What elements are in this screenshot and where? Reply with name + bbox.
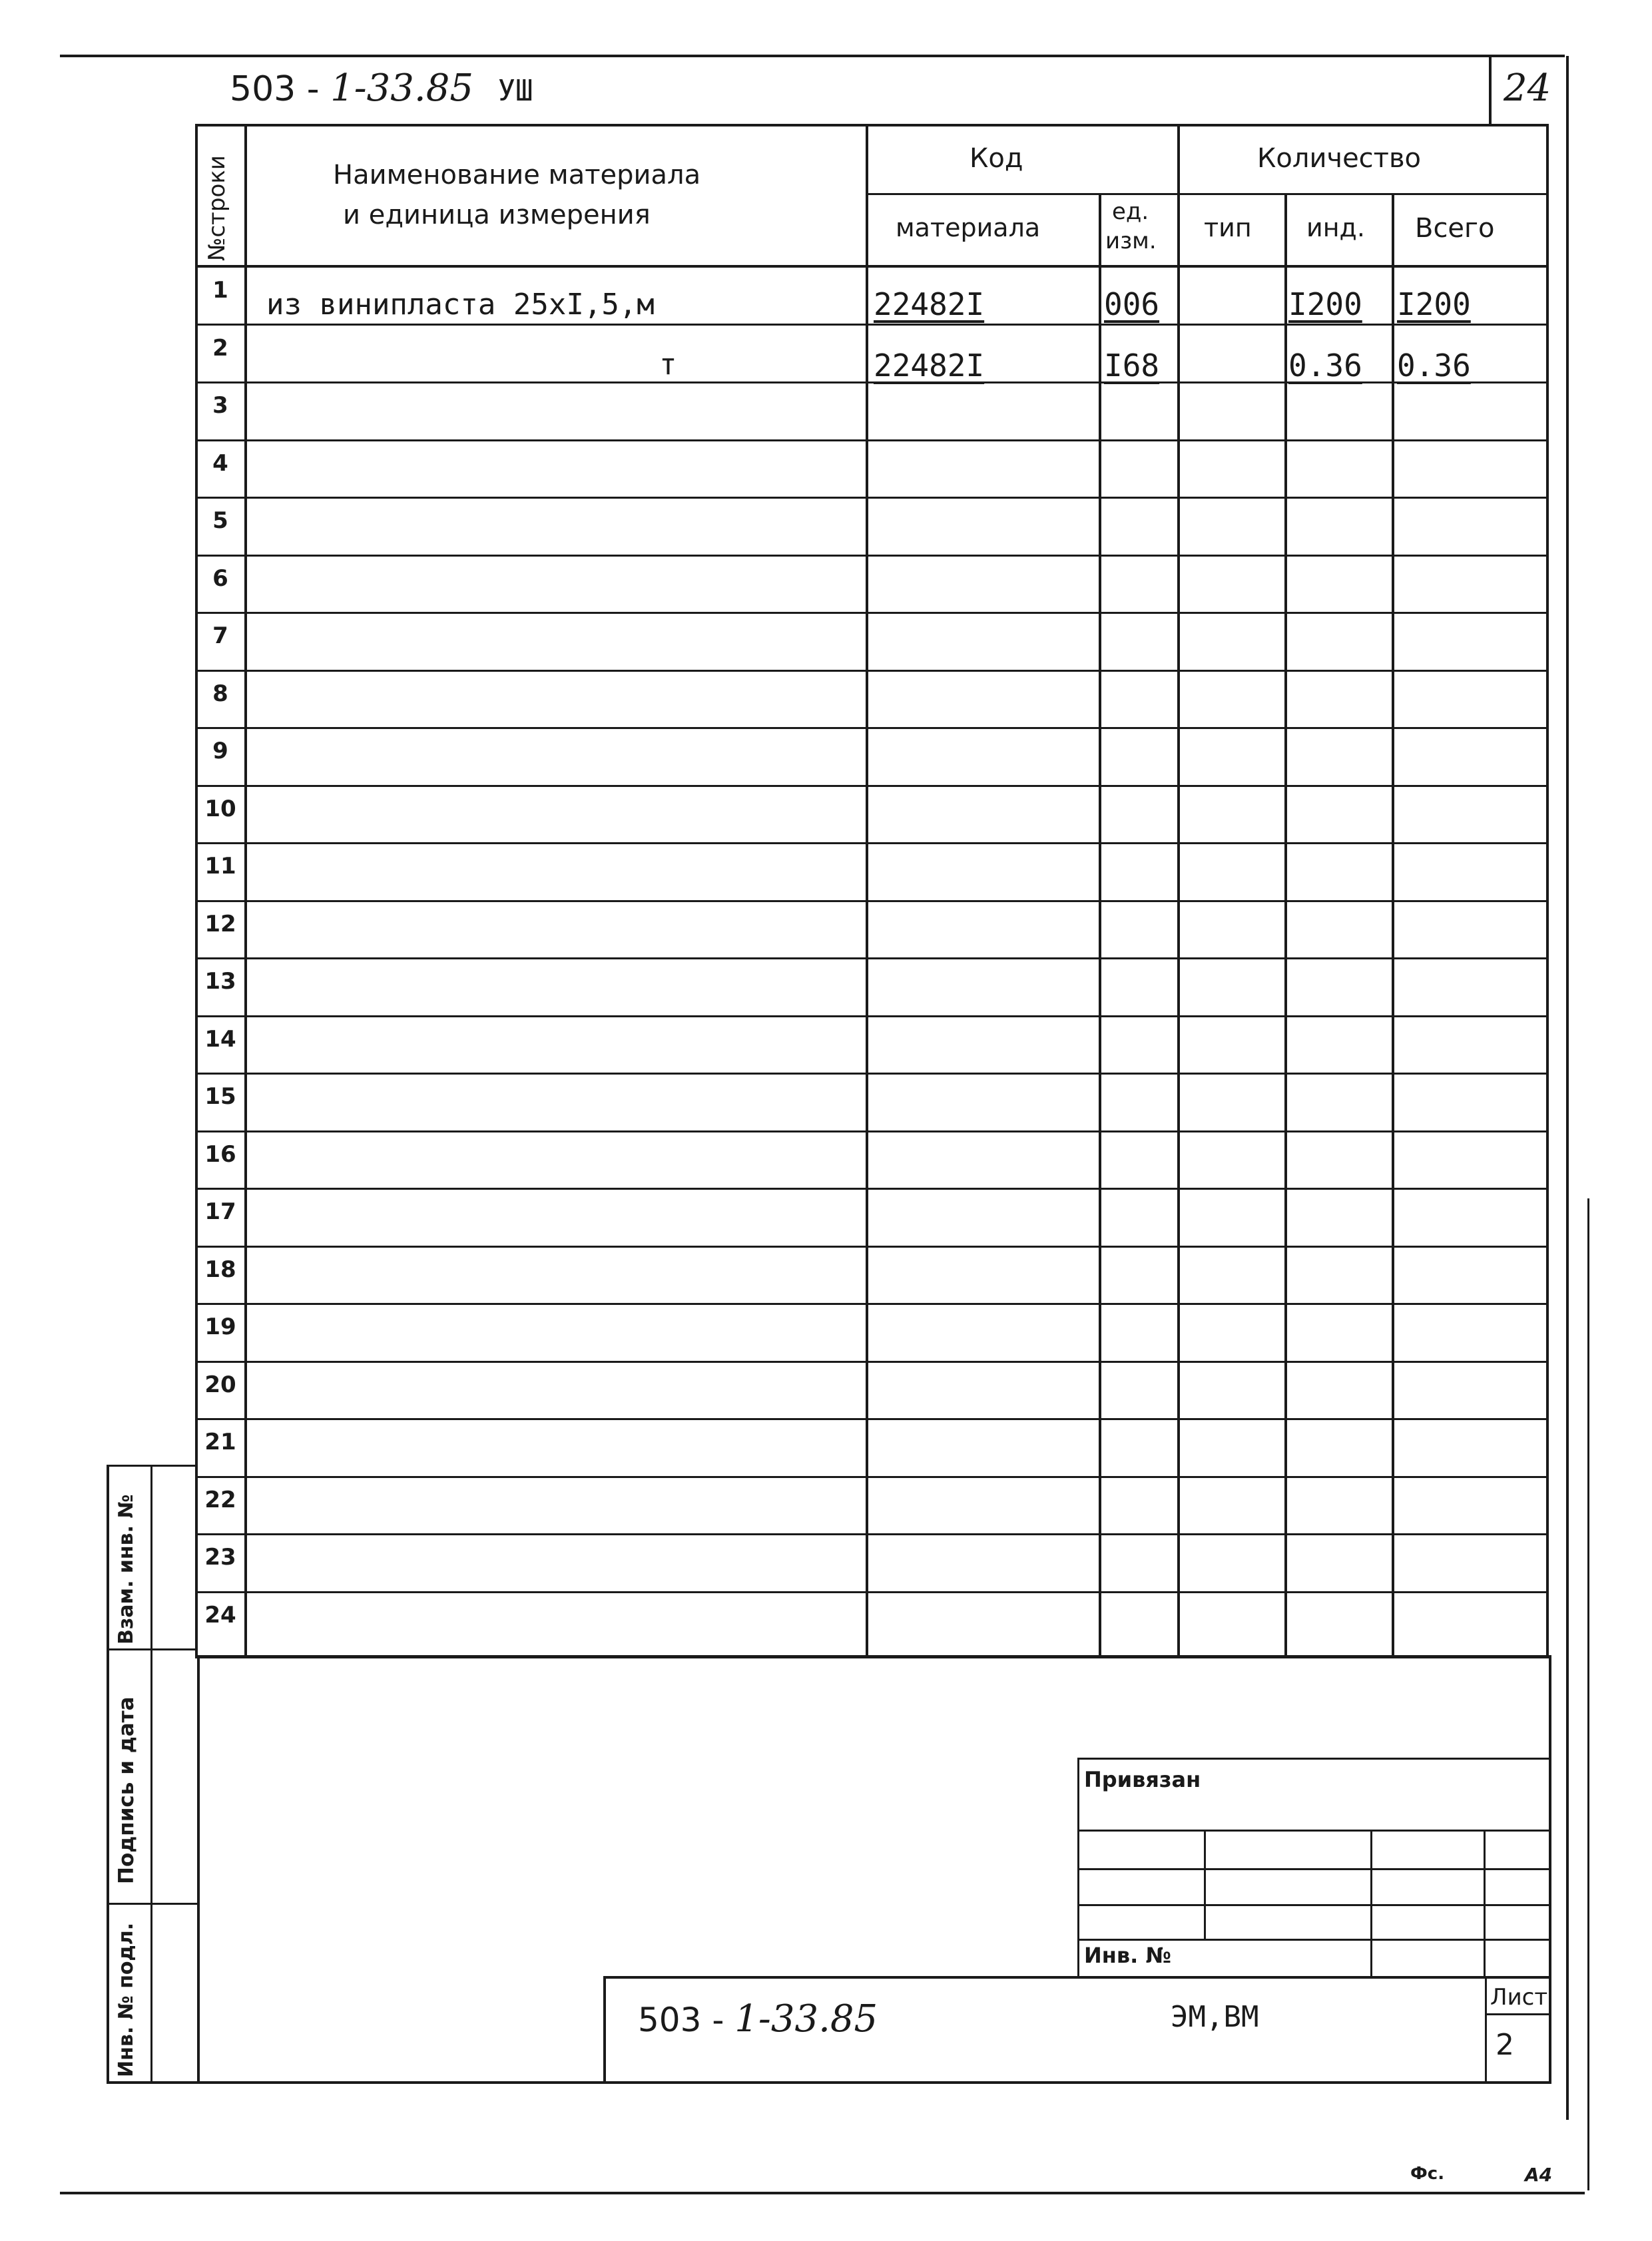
row1-ind: I200 xyxy=(1288,286,1362,322)
doc-code-hand: 1-33.85 xyxy=(330,67,473,110)
col-header-qty-ind: инд. xyxy=(1306,213,1365,242)
row-line xyxy=(195,1591,1548,1593)
row-line xyxy=(195,555,1548,557)
table-right-line xyxy=(1546,124,1549,1658)
bound-block-left xyxy=(1077,1758,1079,1977)
row-line xyxy=(195,842,1548,844)
row-line xyxy=(195,324,1548,326)
row2-ind: 0.36 xyxy=(1288,348,1362,383)
row-number: 21 xyxy=(204,1429,236,1455)
title-block-sheet-value: 2 xyxy=(1496,2028,1514,2062)
doc-code xyxy=(230,67,533,110)
row-number: 2 xyxy=(212,335,228,362)
row-number: 18 xyxy=(204,1256,236,1283)
row-number: 13 xyxy=(204,968,236,995)
row-number: 14 xyxy=(204,1026,236,1053)
row1-unit: 006 xyxy=(1104,286,1160,322)
row-number: 20 xyxy=(204,1371,236,1398)
row-line xyxy=(195,670,1548,672)
row-line xyxy=(195,900,1548,902)
col-line-rownum xyxy=(244,124,247,1658)
row-line xyxy=(195,785,1548,787)
bottom-border-line xyxy=(60,2192,1585,2194)
col-header-code-unit-1: ед. xyxy=(1112,198,1149,225)
title-block-doc-marks: ЭМ,ВМ xyxy=(1171,2000,1259,2034)
row-number: 8 xyxy=(212,680,228,707)
frame-right-line xyxy=(1566,56,1569,2120)
row-number: 22 xyxy=(204,1487,236,1513)
row-number: 23 xyxy=(204,1544,236,1571)
title-block-code-prefix: 503 - xyxy=(638,2001,724,2039)
col-header-name-line1: Наименование материала xyxy=(333,160,701,190)
row-number: 16 xyxy=(204,1141,236,1168)
header-bottom-line xyxy=(195,265,1548,268)
col-header-rownum: №строки xyxy=(204,155,230,261)
col-header-quantity: Количество xyxy=(1257,143,1422,174)
row-line xyxy=(195,1418,1548,1420)
row-line xyxy=(195,1130,1548,1132)
bound-block-row-3 xyxy=(1077,1904,1550,1906)
row-number: 5 xyxy=(212,507,228,534)
row-line xyxy=(195,612,1548,614)
col-line-type xyxy=(1284,193,1287,1658)
doc-code-prefix: 503 - xyxy=(230,69,320,109)
stamp-sep-2 xyxy=(107,1903,197,1905)
frame-right-outer-line xyxy=(1587,1198,1589,2190)
top-border-line xyxy=(60,55,1565,57)
col-line-ind xyxy=(1392,193,1394,1658)
bottom-fs-label: Фс. xyxy=(1410,2164,1445,2184)
col-header-code: Код xyxy=(969,143,1023,174)
stamp-label-sign: Подпись и дата xyxy=(115,1696,138,1884)
sheet-number: 24 xyxy=(1504,67,1551,110)
table-top-line xyxy=(195,124,1548,126)
row-line xyxy=(195,1533,1548,1535)
row-number: 24 xyxy=(204,1602,236,1628)
table-bottom-line xyxy=(195,1655,1550,1658)
col-line-unit xyxy=(1099,193,1101,1658)
bound-inv-label: Инв. № xyxy=(1084,1943,1171,1968)
col-line-code-qty xyxy=(1177,124,1180,1658)
bound-block-top xyxy=(1077,1758,1550,1760)
sheet-number-box-left xyxy=(1489,56,1492,125)
bound-block-row-4 xyxy=(1077,1939,1550,1941)
title-block-sheet-left xyxy=(1485,1976,1487,2084)
title-block-sheet-mid xyxy=(1485,2013,1550,2015)
stamp-inner-line xyxy=(150,1465,152,2084)
row2-unit: I68 xyxy=(1104,348,1160,383)
title-block-code-hand: 1-33.85 xyxy=(734,1997,878,2041)
bound-block-row-2 xyxy=(1077,1868,1550,1870)
bottom-format-label: А4 xyxy=(1525,2164,1553,2186)
row-number: 15 xyxy=(204,1083,236,1110)
col-line-name xyxy=(866,124,868,1658)
stamp-label-replace: Взам. инв. № xyxy=(115,1494,138,1644)
row-line xyxy=(195,957,1548,959)
bound-block-row-1 xyxy=(1077,1830,1550,1832)
col-header-qty-total: Всего xyxy=(1415,213,1495,244)
row-line xyxy=(195,1246,1548,1248)
row-line xyxy=(195,1303,1548,1305)
row-line xyxy=(195,439,1548,441)
row-number: 9 xyxy=(212,738,228,764)
title-block-code xyxy=(638,1997,878,2041)
bound-label: Привязан xyxy=(1084,1767,1201,1792)
bound-block-col-3 xyxy=(1484,1830,1486,1976)
title-block-sheet-label: Лист xyxy=(1490,1984,1548,2011)
row-line xyxy=(195,497,1548,499)
row2-material: 22482I xyxy=(874,348,985,383)
row-number: 10 xyxy=(204,796,236,822)
row-line xyxy=(195,1361,1548,1363)
row-number: 1 xyxy=(212,277,228,304)
row-line xyxy=(195,1188,1548,1190)
row-line xyxy=(195,1073,1548,1075)
title-block-left xyxy=(603,1976,606,2084)
row-line xyxy=(195,727,1548,729)
row2-total: 0.36 xyxy=(1397,348,1471,383)
row-number: 3 xyxy=(212,392,228,419)
col-header-code-material: материала xyxy=(896,213,1041,242)
bound-block-col-1 xyxy=(1204,1830,1206,1939)
row-number: 19 xyxy=(204,1314,236,1340)
doc-code-suffix: УШ xyxy=(497,74,533,108)
title-block-top xyxy=(603,1976,1550,1979)
row-line xyxy=(195,1476,1548,1478)
stamp-bottom-line xyxy=(107,2081,1551,2084)
col-header-qty-type: тип xyxy=(1204,213,1252,242)
row1-total: I200 xyxy=(1397,286,1471,322)
lower-frame-left-line xyxy=(197,1655,200,2084)
row-number: 11 xyxy=(204,853,236,879)
row1-material: 22482I xyxy=(874,286,985,322)
stamp-sep-1 xyxy=(107,1648,197,1650)
col-header-code-unit-2: изм. xyxy=(1105,228,1157,254)
row-number: 6 xyxy=(212,565,228,592)
stamp-label-inv: Инв. № подл. xyxy=(115,1922,138,2077)
row2-name: т xyxy=(659,348,677,381)
row-line xyxy=(195,1015,1548,1017)
col-header-name-line2: и единица измерения xyxy=(343,200,651,230)
row1-name: из винипласта 25хI,5,м xyxy=(266,288,655,322)
bound-block-col-2 xyxy=(1370,1830,1372,1976)
stamp-outer-left-line xyxy=(107,1465,109,2084)
header-mid-line xyxy=(866,193,1548,195)
row-number: 4 xyxy=(212,450,228,477)
row-number: 7 xyxy=(212,622,228,649)
row-number: 12 xyxy=(204,911,236,937)
row-number: 17 xyxy=(204,1198,236,1225)
